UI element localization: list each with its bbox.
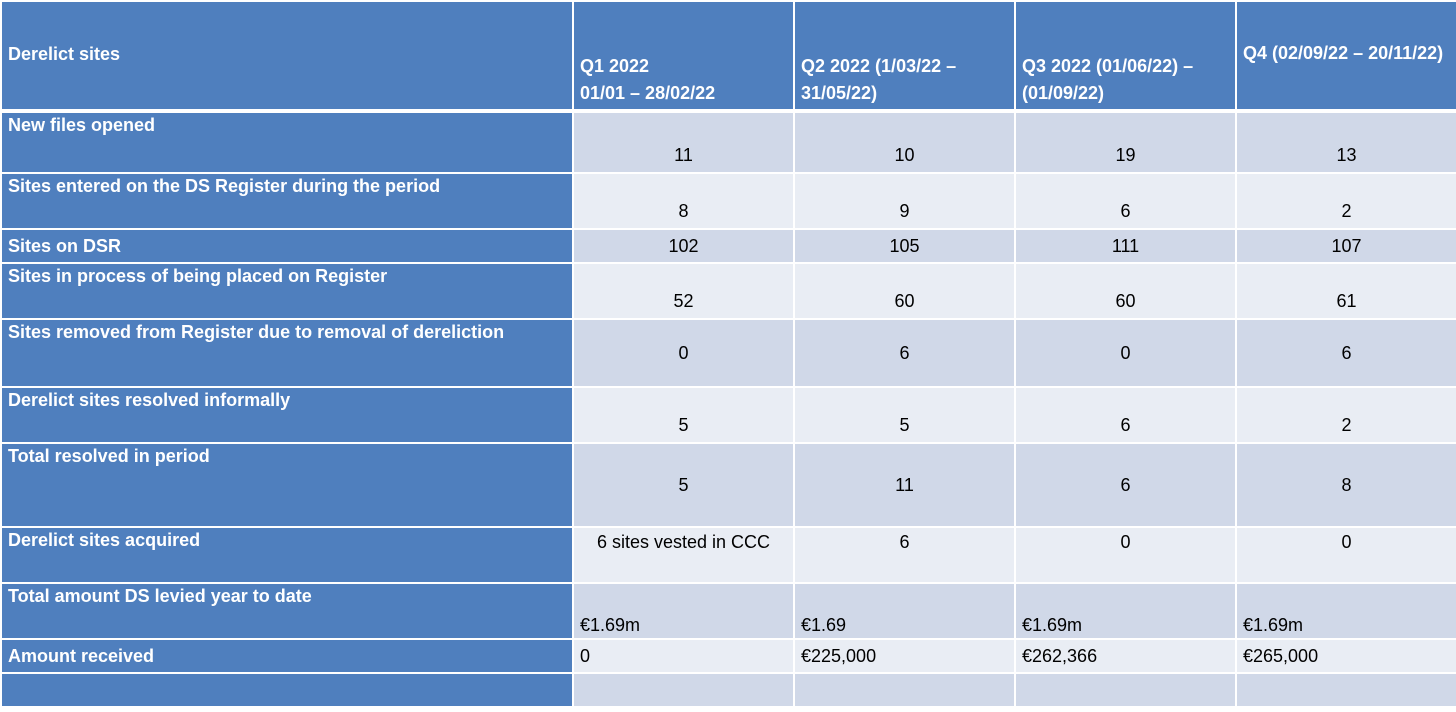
table-cell: 0 xyxy=(1236,527,1456,583)
table-row xyxy=(1,527,1456,583)
column-header-line: (01/09/22) xyxy=(1022,83,1105,103)
table-cell: 6 xyxy=(1015,387,1236,443)
table-cell: 6 xyxy=(794,527,1015,583)
table-cell: 105 xyxy=(794,229,1015,263)
table-cell: 6 xyxy=(794,319,1015,387)
table-cell xyxy=(794,673,1015,707)
column-header-q4 xyxy=(1236,1,1456,111)
table-cell: 0 xyxy=(1015,527,1236,583)
corner-header: Derelict sites xyxy=(1,1,573,111)
table-cell: €225,000 xyxy=(794,639,1015,673)
table-row xyxy=(1,443,1456,527)
table-cell: €1.69m xyxy=(1236,583,1456,639)
table-row xyxy=(1,639,1456,673)
table-cell: 60 xyxy=(794,263,1015,319)
table-cell: 13 xyxy=(1236,111,1456,173)
row-label: Sites entered on the DS Register during the period xyxy=(1,173,573,229)
row-label xyxy=(1,673,573,707)
table-cell: 8 xyxy=(573,173,794,229)
row-label: Derelict sites resolved informally xyxy=(1,387,573,443)
row-label: Total amount DS levied year to date xyxy=(1,583,573,639)
table-header-row xyxy=(1,1,1456,111)
table-cell: 10 xyxy=(794,111,1015,173)
table-cell: 61 xyxy=(1236,263,1456,319)
table-cell: 8 xyxy=(1236,443,1456,527)
table-cell: 9 xyxy=(794,173,1015,229)
row-label: Amount received xyxy=(1,639,573,673)
table-row xyxy=(1,111,1456,173)
table-cell: 107 xyxy=(1236,229,1456,263)
row-label: Total resolved in period xyxy=(1,443,573,527)
table-cell: 11 xyxy=(573,111,794,173)
table-cell: 0 xyxy=(573,639,794,673)
table-cell: 11 xyxy=(794,443,1015,527)
table-cell: €1.69m xyxy=(573,583,794,639)
table-row xyxy=(1,583,1456,639)
table-row xyxy=(1,229,1456,263)
row-label: Sites removed from Register due to removal of dereliction xyxy=(1,319,573,387)
column-header-line: Q1 2022 xyxy=(580,56,650,76)
table-cell: 2 xyxy=(1236,173,1456,229)
table-row xyxy=(1,673,1456,707)
table-cell: 5 xyxy=(794,387,1015,443)
column-header-q2 xyxy=(794,1,1015,111)
column-header-line: 31/05/22) xyxy=(801,83,878,103)
table-cell: €1.69 xyxy=(794,583,1015,639)
row-label: New files opened xyxy=(1,111,573,173)
table-cell: 60 xyxy=(1015,263,1236,319)
row-label: Sites on DSR xyxy=(1,229,573,263)
table-cell: 6 xyxy=(1236,319,1456,387)
table-cell: 5 xyxy=(573,387,794,443)
table-cell: 6 xyxy=(1015,443,1236,527)
table-cell: 5 xyxy=(573,443,794,527)
table-row xyxy=(1,173,1456,229)
column-header-q1 xyxy=(573,1,794,111)
table-cell: 102 xyxy=(573,229,794,263)
row-label: Sites in process of being placed on Register xyxy=(1,263,573,319)
table-cell: 0 xyxy=(573,319,794,387)
table-cell: 2 xyxy=(1236,387,1456,443)
table-row xyxy=(1,319,1456,387)
table-cell: 52 xyxy=(573,263,794,319)
table-cell: 6 xyxy=(1015,173,1236,229)
column-header-line: Q3 2022 (01/06/22) – xyxy=(1022,56,1194,76)
table-cell: 0 xyxy=(1015,319,1236,387)
row-label: Derelict sites acquired xyxy=(1,527,573,583)
table-cell: €262,366 xyxy=(1015,639,1236,673)
table-cell: 19 xyxy=(1015,111,1236,173)
column-header-line: 01/01 – 28/02/22 xyxy=(580,83,716,103)
table-cell: €1.69m xyxy=(1015,583,1236,639)
column-header-line: Q2 2022 (1/03/22 – xyxy=(801,56,957,76)
table-cell: 6 sites vested in CCC xyxy=(573,527,794,583)
table-cell xyxy=(1015,673,1236,707)
column-header-q3 xyxy=(1015,1,1236,111)
column-header-line: Q4 (02/09/22 – 20/11/22) xyxy=(1243,43,1444,63)
table-cell xyxy=(573,673,794,707)
table-cell xyxy=(1236,673,1456,707)
table-cell: €265,000 xyxy=(1236,639,1456,673)
table-row xyxy=(1,387,1456,443)
table-cell: 111 xyxy=(1015,229,1236,263)
table-row xyxy=(1,263,1456,319)
